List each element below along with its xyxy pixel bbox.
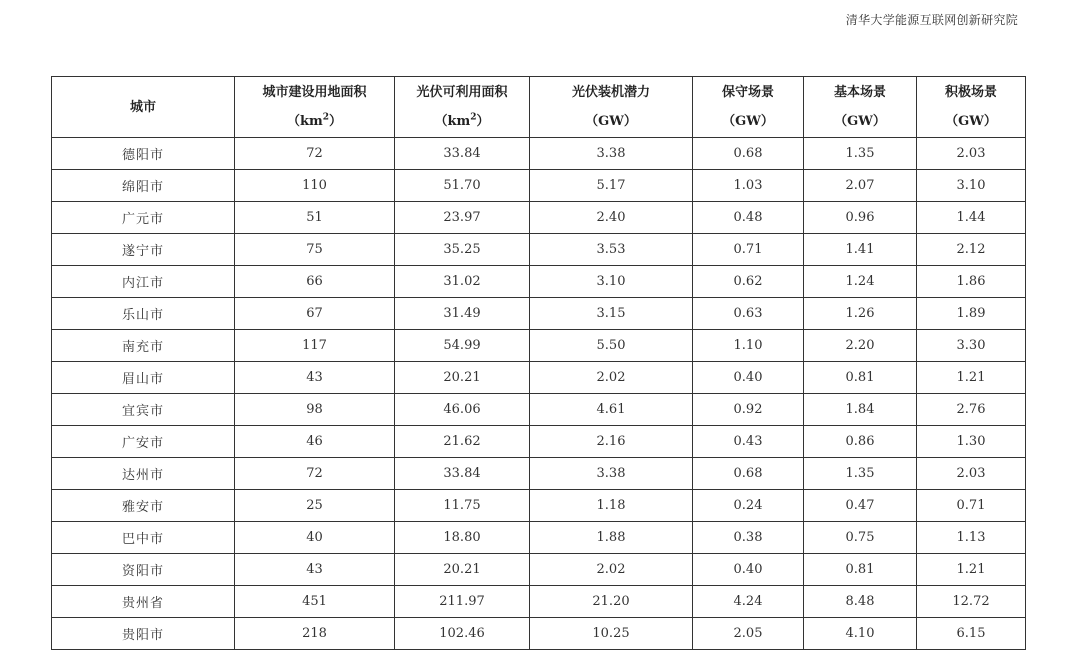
cell-pv-usable-area: 23.97 <box>395 202 530 234</box>
column-header-title: 城市建设用地面积 <box>262 85 367 100</box>
header-row <box>52 77 1026 138</box>
table-row <box>52 170 1026 202</box>
cell-conservative: 0.63 <box>693 298 804 330</box>
cell-pv-capacity: 3.10 <box>530 266 693 298</box>
column-header-title: 保守场景 <box>721 85 774 100</box>
cell-built-area: 51 <box>235 202 395 234</box>
cell-city: 贵州省 <box>52 586 235 618</box>
cell-conservative: 2.05 <box>693 618 804 650</box>
cell-pv-usable-area: 11.75 <box>395 490 530 522</box>
column-header-unit: （GW） <box>585 114 637 129</box>
table-row <box>52 234 1026 266</box>
cell-aggressive: 1.89 <box>917 298 1026 330</box>
cell-conservative: 0.40 <box>693 554 804 586</box>
organization-name: 清华大学能源互联网创新研究院 <box>845 13 1018 27</box>
cell-pv-usable-area: 51.70 <box>395 170 530 202</box>
cell-base: 0.47 <box>804 490 917 522</box>
cell-base: 4.10 <box>804 618 917 650</box>
table-body <box>52 138 1026 650</box>
cell-conservative: 0.68 <box>693 458 804 490</box>
cell-conservative: 0.92 <box>693 394 804 426</box>
cell-pv-capacity: 2.02 <box>530 554 693 586</box>
cell-pv-capacity: 3.53 <box>530 234 693 266</box>
cell-city: 内江市 <box>52 266 235 298</box>
cell-city: 南充市 <box>52 330 235 362</box>
cell-built-area: 72 <box>235 138 395 170</box>
cell-pv-capacity: 10.25 <box>530 618 693 650</box>
cell-aggressive: 12.72 <box>917 586 1026 618</box>
table-row <box>52 266 1026 298</box>
cell-pv-capacity: 3.38 <box>530 458 693 490</box>
cell-base: 0.86 <box>804 426 917 458</box>
cell-city: 资阳市 <box>52 554 235 586</box>
column-header-unit: $(km^2)$ <box>286 112 343 129</box>
cell-city: 宜宾市 <box>52 394 235 426</box>
cell-base: 0.96 <box>804 202 917 234</box>
cell-base: 1.41 <box>804 234 917 266</box>
cell-aggressive: 1.86 <box>917 266 1026 298</box>
table-row <box>52 554 1026 586</box>
column-header-unit: $(km^2)$ <box>434 112 490 129</box>
cell-pv-capacity: 5.50 <box>530 330 693 362</box>
table-row <box>52 330 1026 362</box>
cell-city: 巴中市 <box>52 522 235 554</box>
cell-aggressive: 2.12 <box>917 234 1026 266</box>
cell-conservative: 0.38 <box>693 522 804 554</box>
cell-built-area: 40 <box>235 522 395 554</box>
cell-base: 0.81 <box>804 362 917 394</box>
cell-conservative: 0.68 <box>693 138 804 170</box>
cell-base: 1.26 <box>804 298 917 330</box>
table-row <box>52 298 1026 330</box>
cell-city: 德阳市 <box>52 138 235 170</box>
cell-city: 广安市 <box>52 426 235 458</box>
cell-city: 眉山市 <box>52 362 235 394</box>
cell-pv-capacity: 2.02 <box>530 362 693 394</box>
column-header-unit: （GW） <box>945 114 997 129</box>
cell-base: 1.35 <box>804 138 917 170</box>
cell-pv-usable-area: 102.46 <box>395 618 530 650</box>
cell-aggressive: 1.21 <box>917 362 1026 394</box>
cell-pv-usable-area: 21.62 <box>395 426 530 458</box>
cell-pv-usable-area: 20.21 <box>395 554 530 586</box>
cell-built-area: 98 <box>235 394 395 426</box>
cell-conservative: 1.03 <box>693 170 804 202</box>
column-header-city <box>52 77 235 138</box>
table-row <box>52 522 1026 554</box>
cell-built-area: 25 <box>235 490 395 522</box>
table-row <box>52 202 1026 234</box>
cell-aggressive: 2.76 <box>917 394 1026 426</box>
cell-conservative: 0.24 <box>693 490 804 522</box>
table-row <box>52 586 1026 618</box>
column-header-base <box>804 77 917 138</box>
cell-base: 0.81 <box>804 554 917 586</box>
cell-base: 2.07 <box>804 170 917 202</box>
cell-aggressive: 1.13 <box>917 522 1026 554</box>
cell-built-area: 110 <box>235 170 395 202</box>
cell-conservative: 0.62 <box>693 266 804 298</box>
cell-conservative: 0.48 <box>693 202 804 234</box>
cell-base: 2.20 <box>804 330 917 362</box>
cell-pv-usable-area: 54.99 <box>395 330 530 362</box>
table-row <box>52 362 1026 394</box>
cell-aggressive: 1.21 <box>917 554 1026 586</box>
cell-conservative: 0.43 <box>693 426 804 458</box>
column-header-built-area <box>235 77 395 138</box>
cell-pv-capacity: 1.18 <box>530 490 693 522</box>
column-header-unit: （GW） <box>722 114 774 129</box>
table-row <box>52 490 1026 522</box>
cell-aggressive: 1.44 <box>917 202 1026 234</box>
table-row <box>52 426 1026 458</box>
cell-pv-usable-area: 35.25 <box>395 234 530 266</box>
cell-conservative: 4.24 <box>693 586 804 618</box>
cell-built-area: 117 <box>235 330 395 362</box>
cell-pv-capacity: 2.16 <box>530 426 693 458</box>
cell-base: 1.35 <box>804 458 917 490</box>
cell-pv-usable-area: 20.21 <box>395 362 530 394</box>
cell-city: 雅安市 <box>52 490 235 522</box>
cell-base: 0.75 <box>804 522 917 554</box>
cell-built-area: 72 <box>235 458 395 490</box>
cell-aggressive: 3.10 <box>917 170 1026 202</box>
cell-pv-capacity: 2.40 <box>530 202 693 234</box>
cell-pv-usable-area: 18.80 <box>395 522 530 554</box>
cell-city: 广元市 <box>52 202 235 234</box>
cell-pv-capacity: 5.17 <box>530 170 693 202</box>
table-row <box>52 138 1026 170</box>
cell-pv-usable-area: 33.84 <box>395 138 530 170</box>
cell-pv-usable-area: 33.84 <box>395 458 530 490</box>
table-row <box>52 394 1026 426</box>
cell-aggressive: 2.03 <box>917 458 1026 490</box>
column-header-title: 光伏装机潜力 <box>571 85 650 100</box>
cell-city: 绵阳市 <box>52 170 235 202</box>
cell-pv-capacity: 3.38 <box>530 138 693 170</box>
column-header-title: 城市 <box>129 99 156 115</box>
cell-pv-capacity: 3.15 <box>530 298 693 330</box>
column-header-aggressive <box>917 77 1026 138</box>
cell-built-area: 67 <box>235 298 395 330</box>
cell-pv-usable-area: 211.97 <box>395 586 530 618</box>
cell-pv-usable-area: 31.02 <box>395 266 530 298</box>
column-header-title: 基本场景 <box>833 85 886 100</box>
column-header-pv-capacity <box>530 77 693 138</box>
cell-pv-capacity: 1.88 <box>530 522 693 554</box>
cell-city: 乐山市 <box>52 298 235 330</box>
cell-built-area: 451 <box>235 586 395 618</box>
column-header-title: 光伏可利用面积 <box>416 85 508 100</box>
cell-aggressive: 1.30 <box>917 426 1026 458</box>
cell-built-area: 43 <box>235 554 395 586</box>
column-header-pv-usable-area <box>395 77 530 138</box>
cell-pv-capacity: 21.20 <box>530 586 693 618</box>
column-header-title: 积极场景 <box>944 85 997 100</box>
cell-built-area: 43 <box>235 362 395 394</box>
cell-built-area: 46 <box>235 426 395 458</box>
cell-base: 8.48 <box>804 586 917 618</box>
cell-pv-usable-area: 46.06 <box>395 394 530 426</box>
cell-built-area: 75 <box>235 234 395 266</box>
cell-built-area: 218 <box>235 618 395 650</box>
cell-conservative: 0.71 <box>693 234 804 266</box>
cell-city: 达州市 <box>52 458 235 490</box>
cell-city: 遂宁市 <box>52 234 235 266</box>
cell-aggressive: 0.71 <box>917 490 1026 522</box>
column-header-unit: （GW） <box>834 114 886 129</box>
cell-base: 1.24 <box>804 266 917 298</box>
cell-built-area: 66 <box>235 266 395 298</box>
cell-conservative: 0.40 <box>693 362 804 394</box>
table-row <box>52 458 1026 490</box>
cell-pv-capacity: 4.61 <box>530 394 693 426</box>
cell-base: 1.84 <box>804 394 917 426</box>
cell-city: 贵阳市 <box>52 618 235 650</box>
cell-conservative: 1.10 <box>693 330 804 362</box>
cell-aggressive: 6.15 <box>917 618 1026 650</box>
cell-pv-usable-area: 31.49 <box>395 298 530 330</box>
table-row <box>52 618 1026 650</box>
cell-aggressive: 2.03 <box>917 138 1026 170</box>
table-header <box>52 77 1026 138</box>
column-header-conservative <box>693 77 804 138</box>
cell-aggressive: 3.30 <box>917 330 1026 362</box>
pv-potential-table <box>51 76 1026 650</box>
